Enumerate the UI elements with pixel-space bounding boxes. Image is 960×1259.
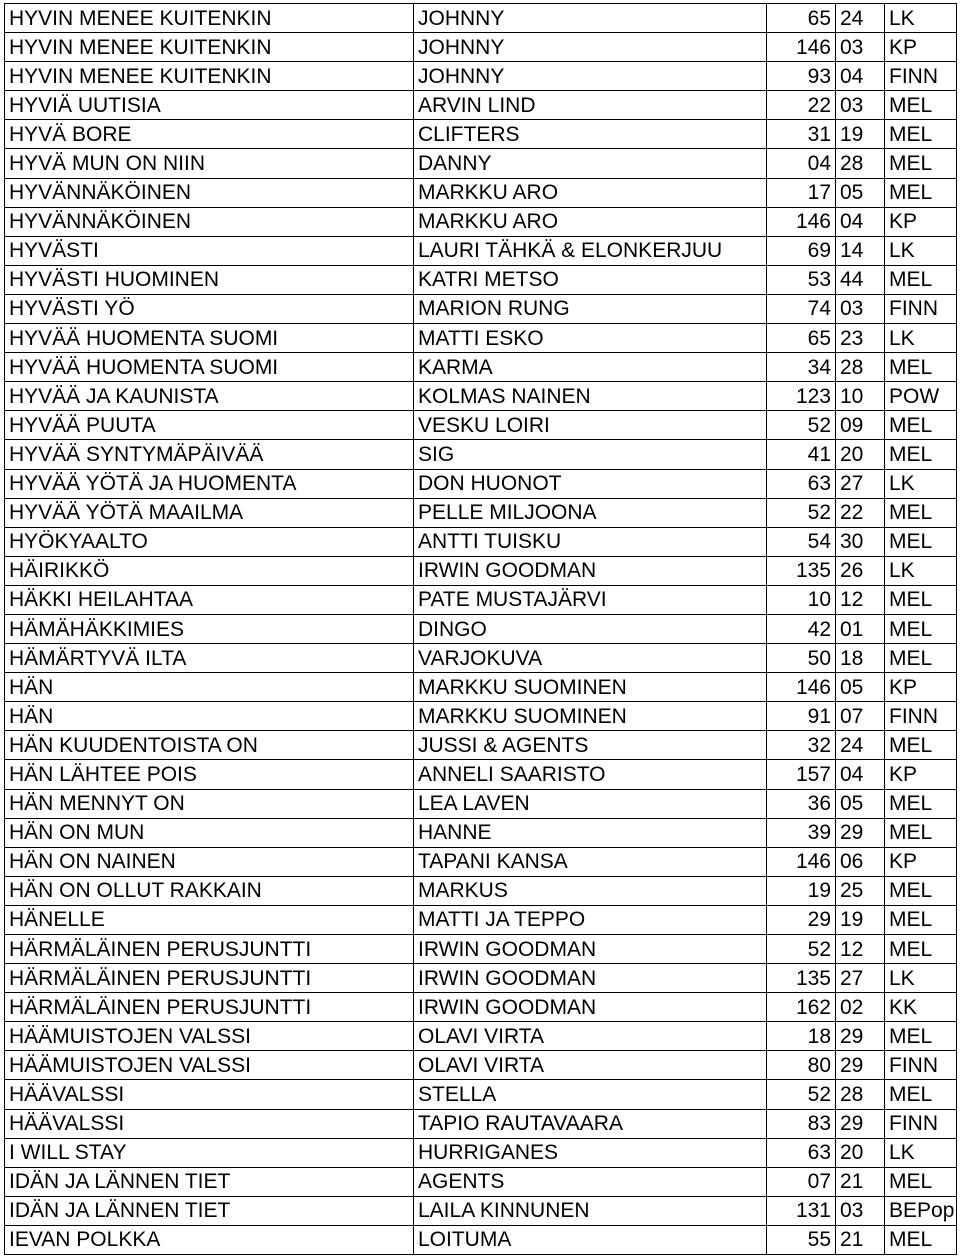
track-number-cell: 21 — [836, 1167, 885, 1196]
song-title-cell: HÄRMÄLÄINEN PERUSJUNTTI — [5, 935, 414, 964]
volume-number-cell: 22 — [767, 91, 836, 120]
table-row — [5, 585, 957, 614]
song-title-cell: HÄMÄHÄKKIMIES — [5, 614, 414, 643]
song-title-cell: HÄN KUUDENTOISTA ON — [5, 731, 414, 760]
song-title-cell: HÄKKI HEILAHTAA — [5, 585, 414, 614]
source-code-cell: MEL — [885, 353, 957, 382]
song-title-cell: HÄÄMUISTOJEN VALSSI — [5, 1022, 414, 1051]
song-title-cell: HÄN — [5, 702, 414, 731]
volume-number-cell: 146 — [767, 207, 836, 236]
track-number-cell: 03 — [836, 1196, 885, 1225]
song-table-body — [5, 4, 957, 1255]
source-code-cell: KP — [885, 847, 957, 876]
track-number-cell: 05 — [836, 673, 885, 702]
track-number-cell: 03 — [836, 294, 885, 323]
table-row — [5, 1080, 957, 1109]
volume-number-cell: 131 — [767, 1196, 836, 1225]
song-title-cell: HYVÄSTI — [5, 236, 414, 265]
source-code-cell: MEL — [885, 585, 957, 614]
artist-cell: PATE MUSTAJÄRVI — [414, 585, 767, 614]
song-title-cell: HYVIN MENEE KUITENKIN — [5, 62, 414, 91]
volume-number-cell: 93 — [767, 62, 836, 91]
volume-number-cell: 54 — [767, 527, 836, 556]
source-code-cell: KP — [885, 673, 957, 702]
artist-cell: IRWIN GOODMAN — [414, 993, 767, 1022]
volume-number-cell: 65 — [767, 4, 836, 33]
artist-cell: PELLE MILJOONA — [414, 498, 767, 527]
track-number-cell: 03 — [836, 91, 885, 120]
source-code-cell: MEL — [885, 1022, 957, 1051]
table-row — [5, 1167, 957, 1196]
table-row — [5, 702, 957, 731]
source-code-cell: KP — [885, 207, 957, 236]
track-number-cell: 03 — [836, 33, 885, 62]
source-code-cell: MEL — [885, 120, 957, 149]
track-number-cell: 25 — [836, 876, 885, 905]
track-number-cell: 30 — [836, 527, 885, 556]
table-row — [5, 411, 957, 440]
artist-cell: JOHNNY — [414, 33, 767, 62]
source-code-cell: MEL — [885, 731, 957, 760]
source-code-cell: LK — [885, 236, 957, 265]
artist-cell: ANNELI SAARISTO — [414, 760, 767, 789]
volume-number-cell: 31 — [767, 120, 836, 149]
volume-number-cell: 69 — [767, 236, 836, 265]
source-code-cell: MEL — [885, 1080, 957, 1109]
track-number-cell: 29 — [836, 1022, 885, 1051]
table-row — [5, 1051, 957, 1080]
song-title-cell: HÄRMÄLÄINEN PERUSJUNTTI — [5, 993, 414, 1022]
volume-number-cell: 41 — [767, 440, 836, 469]
volume-number-cell: 55 — [767, 1225, 836, 1254]
song-title-cell: HYVÄÄ HUOMENTA SUOMI — [5, 353, 414, 382]
table-row — [5, 760, 957, 789]
artist-cell: MATTI ESKO — [414, 324, 767, 353]
track-number-cell: 01 — [836, 614, 885, 643]
volume-number-cell: 65 — [767, 324, 836, 353]
track-number-cell: 29 — [836, 1109, 885, 1138]
table-row — [5, 731, 957, 760]
source-code-cell: KK — [885, 993, 957, 1022]
track-number-cell: 02 — [836, 993, 885, 1022]
artist-cell: AGENTS — [414, 1167, 767, 1196]
volume-number-cell: 52 — [767, 498, 836, 527]
track-number-cell: 20 — [836, 1138, 885, 1167]
song-title-cell: HÄÄMUISTOJEN VALSSI — [5, 1051, 414, 1080]
song-title-cell: HYVIN MENEE KUITENKIN — [5, 4, 414, 33]
artist-cell: ANTTI TUISKU — [414, 527, 767, 556]
artist-cell: CLIFTERS — [414, 120, 767, 149]
song-title-cell: HÄMÄRTYVÄ ILTA — [5, 644, 414, 673]
source-code-cell: MEL — [885, 178, 957, 207]
track-number-cell: 10 — [836, 382, 885, 411]
song-title-cell: HYVÄSTI YÖ — [5, 294, 414, 323]
table-row — [5, 207, 957, 236]
song-title-cell: HÄN — [5, 673, 414, 702]
table-row — [5, 120, 957, 149]
source-code-cell: MEL — [885, 789, 957, 818]
artist-cell: DINGO — [414, 614, 767, 643]
artist-cell: IRWIN GOODMAN — [414, 935, 767, 964]
volume-number-cell: 19 — [767, 876, 836, 905]
artist-cell: MARKKU SUOMINEN — [414, 673, 767, 702]
source-code-cell: LK — [885, 4, 957, 33]
source-code-cell: LK — [885, 1138, 957, 1167]
track-number-cell: 04 — [836, 62, 885, 91]
source-code-cell: KP — [885, 760, 957, 789]
volume-number-cell: 123 — [767, 382, 836, 411]
source-code-cell: MEL — [885, 265, 957, 294]
song-title-cell: HYVÄÄ HUOMENTA SUOMI — [5, 324, 414, 353]
song-title-cell: HYVÄÄ JA KAUNISTA — [5, 382, 414, 411]
song-title-cell: HYVÄÄ PUUTA — [5, 411, 414, 440]
track-number-cell: 05 — [836, 178, 885, 207]
track-number-cell: 19 — [836, 120, 885, 149]
track-number-cell: 07 — [836, 702, 885, 731]
volume-number-cell: 32 — [767, 731, 836, 760]
song-title-cell: HÄN ON MUN — [5, 818, 414, 847]
table-row — [5, 1225, 957, 1254]
artist-cell: DANNY — [414, 149, 767, 178]
volume-number-cell: 146 — [767, 847, 836, 876]
volume-number-cell: 36 — [767, 789, 836, 818]
artist-cell: TAPANI KANSA — [414, 847, 767, 876]
volume-number-cell: 18 — [767, 1022, 836, 1051]
song-title-cell: HYVÄNNÄKÖINEN — [5, 178, 414, 207]
table-row — [5, 382, 957, 411]
volume-number-cell: 63 — [767, 1138, 836, 1167]
table-row — [5, 469, 957, 498]
volume-number-cell: 146 — [767, 33, 836, 62]
source-code-cell: MEL — [885, 935, 957, 964]
table-row — [5, 498, 957, 527]
volume-number-cell: 74 — [767, 294, 836, 323]
song-title-cell: IDÄN JA LÄNNEN TIET — [5, 1196, 414, 1225]
table-row — [5, 1022, 957, 1051]
volume-number-cell: 53 — [767, 265, 836, 294]
track-number-cell: 14 — [836, 236, 885, 265]
table-row — [5, 353, 957, 382]
table-row — [5, 527, 957, 556]
artist-cell: DON HUONOT — [414, 469, 767, 498]
song-title-cell: HÄN ON OLLUT RAKKAIN — [5, 876, 414, 905]
table-row — [5, 818, 957, 847]
song-title-cell: I WILL STAY — [5, 1138, 414, 1167]
table-row — [5, 964, 957, 993]
song-title-cell: IEVAN POLKKA — [5, 1225, 414, 1254]
source-code-cell: MEL — [885, 644, 957, 673]
source-code-cell: MEL — [885, 614, 957, 643]
table-row — [5, 4, 957, 33]
table-row — [5, 614, 957, 643]
artist-cell: JUSSI & AGENTS — [414, 731, 767, 760]
volume-number-cell: 91 — [767, 702, 836, 731]
table-row — [5, 62, 957, 91]
artist-cell: LAILA KINNUNEN — [414, 1196, 767, 1225]
source-code-cell: MEL — [885, 905, 957, 934]
source-code-cell: MEL — [885, 149, 957, 178]
source-code-cell: FINN — [885, 702, 957, 731]
track-number-cell: 24 — [836, 731, 885, 760]
song-title-cell: HÄIRIKKÖ — [5, 556, 414, 585]
volume-number-cell: 10 — [767, 585, 836, 614]
artist-cell: IRWIN GOODMAN — [414, 964, 767, 993]
source-code-cell: MEL — [885, 818, 957, 847]
track-number-cell: 27 — [836, 469, 885, 498]
track-number-cell: 23 — [836, 324, 885, 353]
table-row — [5, 905, 957, 934]
source-code-cell: MEL — [885, 411, 957, 440]
song-title-cell: HYVÄ MUN ON NIIN — [5, 149, 414, 178]
track-number-cell: 05 — [836, 789, 885, 818]
source-code-cell: FINN — [885, 294, 957, 323]
song-title-cell: HYÖKYAALTO — [5, 527, 414, 556]
volume-number-cell: 39 — [767, 818, 836, 847]
artist-cell: MARKUS — [414, 876, 767, 905]
song-title-cell: HYVÄÄ YÖTÄ MAAILMA — [5, 498, 414, 527]
volume-number-cell: 34 — [767, 353, 836, 382]
song-table — [4, 3, 957, 1255]
track-number-cell: 06 — [836, 847, 885, 876]
table-row — [5, 673, 957, 702]
track-number-cell: 44 — [836, 265, 885, 294]
volume-number-cell: 07 — [767, 1167, 836, 1196]
volume-number-cell: 29 — [767, 905, 836, 934]
table-row — [5, 876, 957, 905]
song-title-cell: HYVÄNNÄKÖINEN — [5, 207, 414, 236]
table-row — [5, 149, 957, 178]
artist-cell: JOHNNY — [414, 4, 767, 33]
track-number-cell: 20 — [836, 440, 885, 469]
source-code-cell: MEL — [885, 91, 957, 120]
source-code-cell: FINN — [885, 62, 957, 91]
artist-cell: HURRIGANES — [414, 1138, 767, 1167]
volume-number-cell: 63 — [767, 469, 836, 498]
source-code-cell: FINN — [885, 1051, 957, 1080]
table-row — [5, 33, 957, 62]
table-row — [5, 265, 957, 294]
table-row — [5, 178, 957, 207]
song-title-cell: HÄN LÄHTEE POIS — [5, 760, 414, 789]
track-number-cell: 27 — [836, 964, 885, 993]
artist-cell: LEA LAVEN — [414, 789, 767, 818]
track-number-cell: 12 — [836, 935, 885, 964]
source-code-cell: LK — [885, 556, 957, 585]
table-row — [5, 1109, 957, 1138]
table-row — [5, 935, 957, 964]
table-row — [5, 236, 957, 265]
artist-cell: LAURI TÄHKÄ & ELONKERJUU — [414, 236, 767, 265]
table-row — [5, 440, 957, 469]
source-code-cell: LK — [885, 964, 957, 993]
song-title-cell: HÄÄVALSSI — [5, 1109, 414, 1138]
track-number-cell: 04 — [836, 760, 885, 789]
song-title-cell: HÄN ON NAINEN — [5, 847, 414, 876]
source-code-cell: MEL — [885, 440, 957, 469]
volume-number-cell: 17 — [767, 178, 836, 207]
song-title-cell: HÄÄVALSSI — [5, 1080, 414, 1109]
track-number-cell: 22 — [836, 498, 885, 527]
artist-cell: TAPIO RAUTAVAARA — [414, 1109, 767, 1138]
table-row — [5, 789, 957, 818]
volume-number-cell: 80 — [767, 1051, 836, 1080]
artist-cell: MARION RUNG — [414, 294, 767, 323]
table-row — [5, 91, 957, 120]
track-number-cell: 04 — [836, 207, 885, 236]
table-row — [5, 324, 957, 353]
volume-number-cell: 52 — [767, 1080, 836, 1109]
artist-cell: OLAVI VIRTA — [414, 1022, 767, 1051]
volume-number-cell: 52 — [767, 411, 836, 440]
volume-number-cell: 135 — [767, 964, 836, 993]
artist-cell: HANNE — [414, 818, 767, 847]
artist-cell: KOLMAS NAINEN — [414, 382, 767, 411]
track-number-cell: 09 — [836, 411, 885, 440]
volume-number-cell: 50 — [767, 644, 836, 673]
source-code-cell: MEL — [885, 1225, 957, 1254]
source-code-cell: FINN — [885, 1109, 957, 1138]
track-number-cell: 29 — [836, 818, 885, 847]
source-code-cell: BEPop — [885, 1196, 957, 1225]
artist-cell: OLAVI VIRTA — [414, 1051, 767, 1080]
artist-cell: SIG — [414, 440, 767, 469]
artist-cell: VARJOKUVA — [414, 644, 767, 673]
table-row — [5, 556, 957, 585]
artist-cell: MARKKU ARO — [414, 207, 767, 236]
table-row — [5, 993, 957, 1022]
source-code-cell: MEL — [885, 876, 957, 905]
song-title-cell: HÄN MENNYT ON — [5, 789, 414, 818]
artist-cell: LOITUMA — [414, 1225, 767, 1254]
artist-cell: STELLA — [414, 1080, 767, 1109]
artist-cell: VESKU LOIRI — [414, 411, 767, 440]
source-code-cell: LK — [885, 469, 957, 498]
song-title-cell: HYVÄÄ YÖTÄ JA HUOMENTA — [5, 469, 414, 498]
source-code-cell: MEL — [885, 527, 957, 556]
volume-number-cell: 146 — [767, 673, 836, 702]
source-code-cell: KP — [885, 33, 957, 62]
source-code-cell: MEL — [885, 498, 957, 527]
song-title-cell: HÄRMÄLÄINEN PERUSJUNTTI — [5, 964, 414, 993]
song-title-cell: HYVIÄ UUTISIA — [5, 91, 414, 120]
track-number-cell: 26 — [836, 556, 885, 585]
track-number-cell: 12 — [836, 585, 885, 614]
artist-cell: ARVIN LIND — [414, 91, 767, 120]
track-number-cell: 24 — [836, 4, 885, 33]
track-number-cell: 28 — [836, 353, 885, 382]
song-title-cell: HYVÄÄ SYNTYMÄPÄIVÄÄ — [5, 440, 414, 469]
track-number-cell: 18 — [836, 644, 885, 673]
source-code-cell: LK — [885, 324, 957, 353]
artist-cell: MARKKU SUOMINEN — [414, 702, 767, 731]
artist-cell: MARKKU ARO — [414, 178, 767, 207]
table-row — [5, 644, 957, 673]
volume-number-cell: 52 — [767, 935, 836, 964]
table-row — [5, 1196, 957, 1225]
track-number-cell: 28 — [836, 1080, 885, 1109]
volume-number-cell: 157 — [767, 760, 836, 789]
artist-cell: KATRI METSO — [414, 265, 767, 294]
track-number-cell: 28 — [836, 149, 885, 178]
source-code-cell: POW — [885, 382, 957, 411]
song-title-cell: HYVIN MENEE KUITENKIN — [5, 33, 414, 62]
song-title-cell: HYVÄ BORE — [5, 120, 414, 149]
volume-number-cell: 135 — [767, 556, 836, 585]
artist-cell: MATTI JA TEPPO — [414, 905, 767, 934]
artist-cell: IRWIN GOODMAN — [414, 556, 767, 585]
volume-number-cell: 04 — [767, 149, 836, 178]
volume-number-cell: 83 — [767, 1109, 836, 1138]
track-number-cell: 29 — [836, 1051, 885, 1080]
track-number-cell: 21 — [836, 1225, 885, 1254]
track-number-cell: 19 — [836, 905, 885, 934]
table-row — [5, 1138, 957, 1167]
volume-number-cell: 42 — [767, 614, 836, 643]
table-row — [5, 847, 957, 876]
source-code-cell: MEL — [885, 1167, 957, 1196]
volume-number-cell: 162 — [767, 993, 836, 1022]
artist-cell: JOHNNY — [414, 62, 767, 91]
artist-cell: KARMA — [414, 353, 767, 382]
song-title-cell: HÄNELLE — [5, 905, 414, 934]
song-title-cell: HYVÄSTI HUOMINEN — [5, 265, 414, 294]
song-title-cell: IDÄN JA LÄNNEN TIET — [5, 1167, 414, 1196]
table-row — [5, 294, 957, 323]
